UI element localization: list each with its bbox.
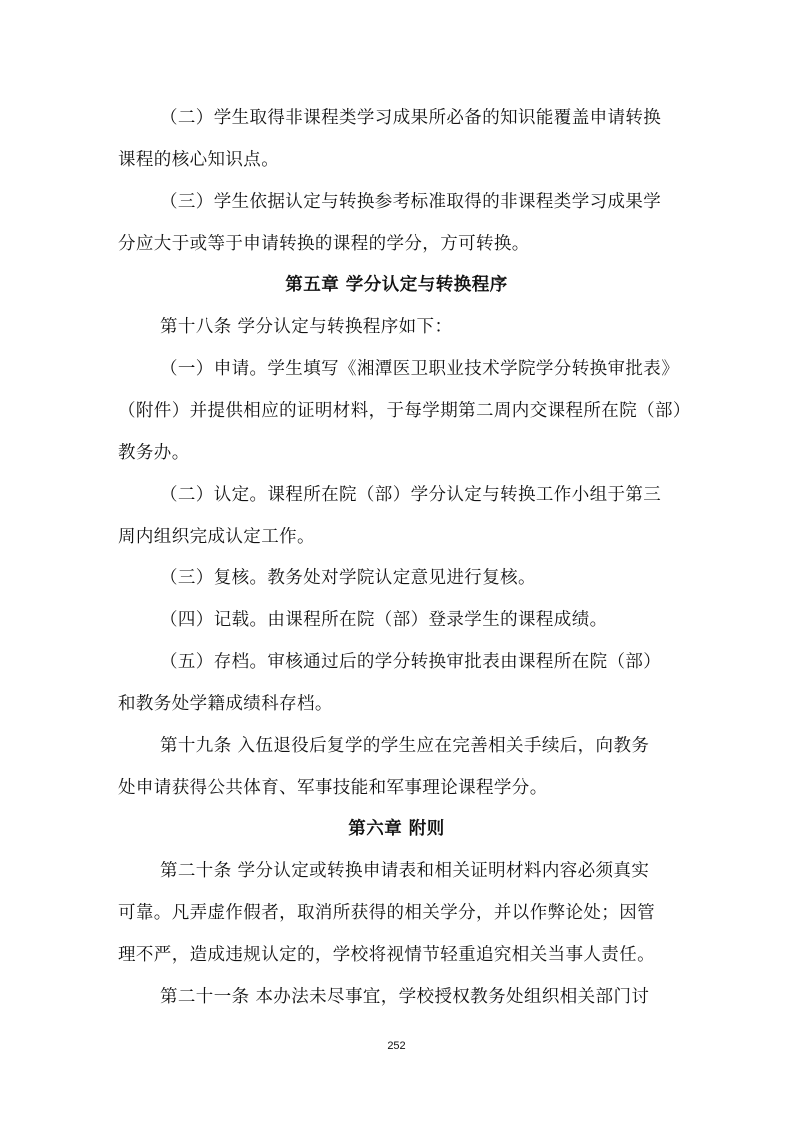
- paragraph-line: 分应大于或等于申请转换的课程的学分，方可转换。: [118, 234, 530, 254]
- paragraph-line: 和教务处学籍成绩科存档。: [118, 694, 333, 714]
- chapter-heading: 第五章 学分认定与转换程序: [285, 275, 508, 295]
- paragraph-line: （二）学生取得非课程类学习成果所必备的知识能覆盖申请转换: [160, 108, 662, 128]
- paragraph-line: （二）认定。课程所在院（部）学分认定与转换工作小组于第三: [160, 485, 662, 505]
- paragraph-line: 第二十一条 本办法未尽事宜，学校授权教务处组织相关部门讨: [160, 987, 650, 1007]
- paragraph-line: 处申请获得公共体育、军事技能和军事理论课程学分。: [118, 778, 548, 798]
- paragraph-line: （五）存档。审核通过后的学分转换审批表由课程所在院（部）: [160, 652, 662, 672]
- paragraph-line: 第十九条 入伍退役后复学的学生应在完善相关手续后，向教务: [160, 736, 650, 756]
- paragraph-line: （附件）并提供相应的证明材料，于每学期第二周内交课程所在院（部）: [118, 401, 691, 421]
- page-number: 252: [387, 1040, 406, 1052]
- paragraph-line: （一）申请。学生填写《湘潭医卫职业技术学院学分转换审批表》: [160, 359, 680, 379]
- paragraph-line: （三）学生依据认定与转换参考标准取得的非课程类学习成果学: [160, 192, 662, 212]
- paragraph-line: （三）复核。教务处对学院认定意见进行复核。: [160, 568, 536, 588]
- paragraph-line: 课程的核心知识点。: [118, 150, 280, 170]
- paragraph-line: （四）记载。由课程所在院（部）登录学生的课程成绩。: [160, 610, 608, 630]
- paragraph-line: 可靠。凡弄虚作假者，取消所获得的相关学分，并以作弊论处；因管: [118, 903, 655, 923]
- paragraph-line: 第二十条 学分认定或转换申请表和相关证明材料内容必须真实: [160, 861, 650, 881]
- paragraph-line: 第十八条 学分认定与转换程序如下：: [160, 317, 453, 337]
- paragraph-line: 周内组织完成认定工作。: [118, 527, 315, 547]
- paragraph-line: 教务办。: [118, 443, 190, 463]
- chapter-heading: 第六章 附则: [348, 819, 445, 839]
- paragraph-line: 理不严，造成违规认定的，学校将视情节轻重追究相关当事人责任。: [118, 945, 655, 965]
